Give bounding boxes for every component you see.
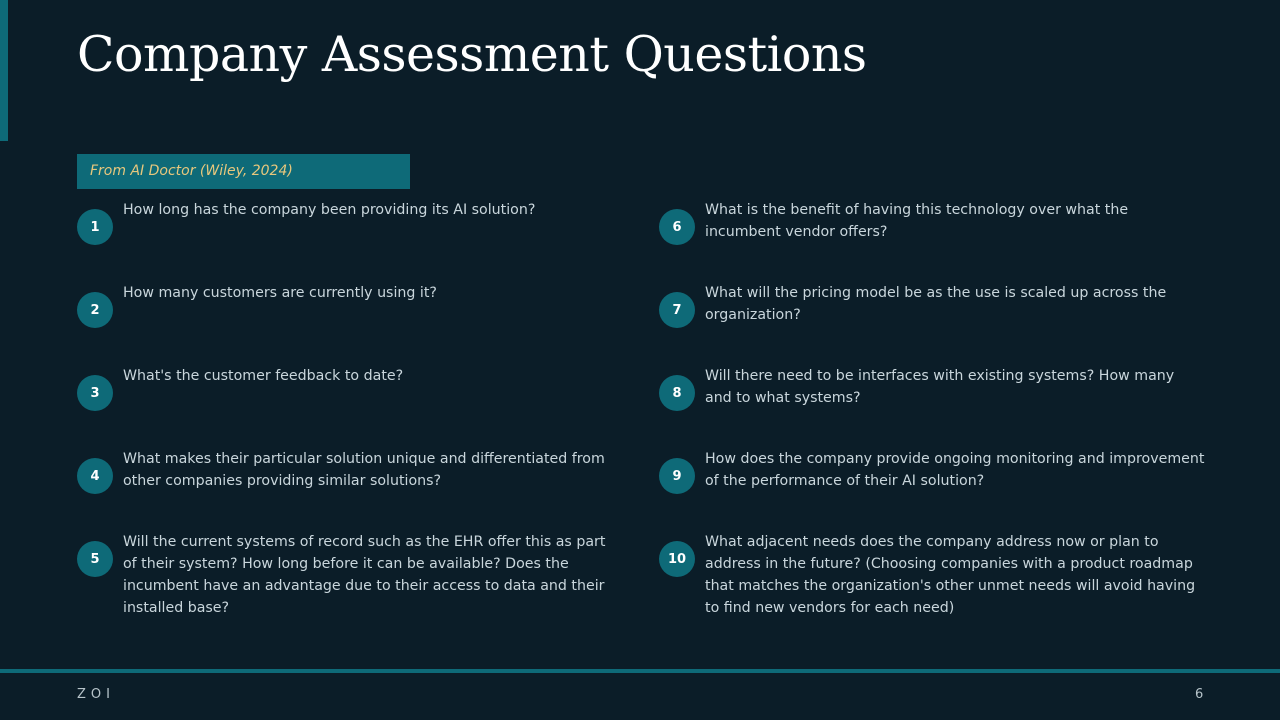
question-text: What adjacent needs does the company address now or plan to address in the future? (Choosing companies with a product roadmap that matches the organization's other unmet needs will avoid having to find new vendors for each need) xyxy=(705,534,1196,616)
question-text: What makes their particular solution unique and differentiated from other companies providing similar solutions? xyxy=(123,451,605,489)
question-number-badge: 9 xyxy=(659,458,695,494)
question-text: How many customers are currently using it? xyxy=(123,285,437,301)
question-text: What's the customer feedback to date? xyxy=(123,368,404,384)
question-number-badge: 1 xyxy=(77,209,113,245)
question-text: How does the company provide ongoing monitoring and improvement of the performance of their AI solution? xyxy=(705,451,1205,489)
footer-divider xyxy=(0,669,1280,673)
footer-brand: ZOI xyxy=(77,687,115,702)
question-text: What is the benefit of having this technology over what the incumbent vendor offers? xyxy=(705,202,1129,240)
question-text: Will the current systems of record such as the EHR offer this as part of their system? How long before it can be available? Does the incumbent have an advantage due to their access to data and their installed base? xyxy=(123,534,606,616)
question-number-badge: 6 xyxy=(659,209,695,245)
question-number-badge: 2 xyxy=(77,292,113,328)
question-text: What will the pricing model be as the use is scaled up across the organization? xyxy=(705,285,1167,323)
question-number-badge: 5 xyxy=(77,541,113,577)
source-tag: From AI Doctor (Wiley, 2024) xyxy=(77,154,410,189)
page-number: 6 xyxy=(1195,687,1204,702)
question-number-badge: 8 xyxy=(659,375,695,411)
question-number-badge: 10 xyxy=(659,541,695,577)
slide-title: Company Assessment Questions xyxy=(77,26,867,83)
question-number-badge: 3 xyxy=(77,375,113,411)
accent-bar xyxy=(0,0,8,141)
question-text: How long has the company been providing its AI solution? xyxy=(123,202,536,218)
question-number-badge: 7 xyxy=(659,292,695,328)
question-text: Will there need to be interfaces with existing systems? How many and to what systems? xyxy=(705,368,1175,406)
question-number-badge: 4 xyxy=(77,458,113,494)
